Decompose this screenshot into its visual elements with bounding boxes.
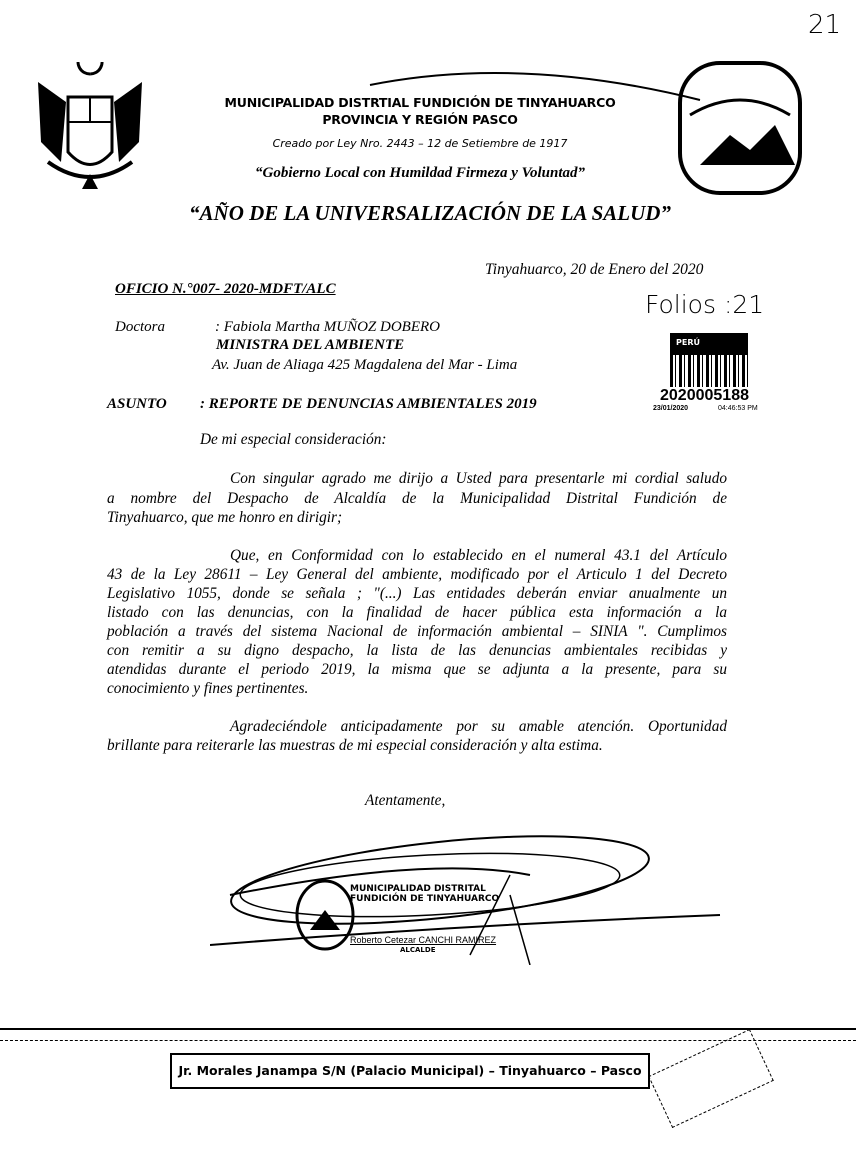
reception-stamp-header <box>670 333 748 355</box>
letter-reference: OFICIO N.°007- 2020-MDFT/ALC <box>115 281 336 297</box>
paragraph-line: atendidas durante el periodo 2019, la misma que se adjunta a la presente, para su <box>107 661 727 678</box>
year-title: “AÑO DE LA UNIVERSALIZACIÓN DE LA SALUD” <box>189 201 671 225</box>
stamp-number: 2020005188 <box>660 387 749 404</box>
letter-date: Tinyahuarco, 20 de Enero del 2020 <box>485 261 704 278</box>
paragraph-line: población a través del sistema Nacional de información ambiental – SINIA ". Cumplimos <box>107 623 727 640</box>
peru-coat-of-arms-icon <box>28 62 153 197</box>
letterhead-creation: Creado por Ley Nro. 2443 – 12 de Setiembre de 1917 <box>272 137 568 150</box>
paragraph-line: Agradeciéndole anticipadamente por su amable atención. Oportunidad <box>230 718 727 735</box>
footer-address: Jr. Morales Janampa S/N (Palacio Municipal) – Tinyahuarco – Pasco <box>178 1063 642 1078</box>
paragraph-line: a nombre del Despacho de Alcaldía de la Municipalidad Distrital Fundición de <box>107 490 727 507</box>
paragraph-line: brillante para reiterarle las muestras de mi especial consideración y alta estima. <box>107 737 603 754</box>
footer-divider <box>0 1028 856 1030</box>
recipient-address: Av. Juan de Aliaga 425 Magdalena del Mar - Lima <box>212 357 518 373</box>
paragraph-line: Que, en Conformidad con lo establecido en el numeral 43.1 del Artículo <box>230 547 727 564</box>
footer-stamp-icon <box>648 1029 774 1128</box>
stamp-date: 23/01/2020 <box>653 405 689 412</box>
paragraph-line: con remitir a su digno despacho, la lista de las denuncias ambientales recibidas y <box>107 642 727 659</box>
paragraph-line: 43 de la Ley 28611 – Ley General del ambiente, modificado por el Articulo 1 del Decreto <box>107 566 727 583</box>
footer-address-box <box>170 1053 650 1089</box>
folios-handwritten: Folios :21 <box>645 290 765 319</box>
page-number-handwritten: 21 <box>808 10 842 40</box>
signature-role: ALCALDE <box>400 946 436 954</box>
letterhead-motto: “Gobierno Local con Humildad Firmeza y Voluntad” <box>254 165 586 181</box>
greeting: De mi especial consideración: <box>200 431 387 448</box>
signature-stamp-org <box>350 884 499 904</box>
paragraph-line: Legislativo 1055, donde se señala ; "(...) Las entidades deberán enviar anualmente un <box>107 585 727 602</box>
municipal-logo-icon <box>360 55 810 205</box>
paragraph-line: Con singular agrado me dirijo a Usted para presentarle mi cordial saludo <box>230 470 727 487</box>
signature-name: Roberto Cetezar CANCHI RAMIREZ <box>350 935 497 945</box>
paragraph-line: listado con las denuncias, con la finalidad de hacer pública esta información a la <box>107 604 727 621</box>
letterhead-province: PROVINCIA Y REGIÓN PASCO <box>322 112 518 127</box>
subject-label: ASUNTO <box>107 396 167 412</box>
paragraph-line: Tinyahuarco, que me honro en dirigir; <box>107 509 343 526</box>
recipient-title: Doctora <box>115 319 165 335</box>
signature-stamp-org-line1: MUNICIPALIDAD DISTRITAL <box>350 884 486 894</box>
recipient-name: : Fabiola Martha MUÑOZ DOBERO <box>215 319 440 335</box>
recipient-position: MINISTRA DEL AMBIENTE <box>216 337 405 353</box>
letterhead-org-name: MUNICIPALIDAD DISTRTIAL FUNDICIÓN DE TINYAHUARCO <box>224 95 616 110</box>
stamp-brand: PERÚ <box>676 338 700 347</box>
signature-stamp-org-line2: FUNDICIÓN DE TINYAHUARCO <box>350 894 500 904</box>
paragraph-line: conocimiento y fines pertinentes. <box>107 680 309 697</box>
closing: Atentamente, <box>365 792 446 809</box>
subject-value: : REPORTE DE DENUNCIAS AMBIENTALES 2019 <box>200 396 537 412</box>
stamp-time: 04:46:53 PM <box>718 405 758 412</box>
barcode-icon <box>670 355 748 387</box>
